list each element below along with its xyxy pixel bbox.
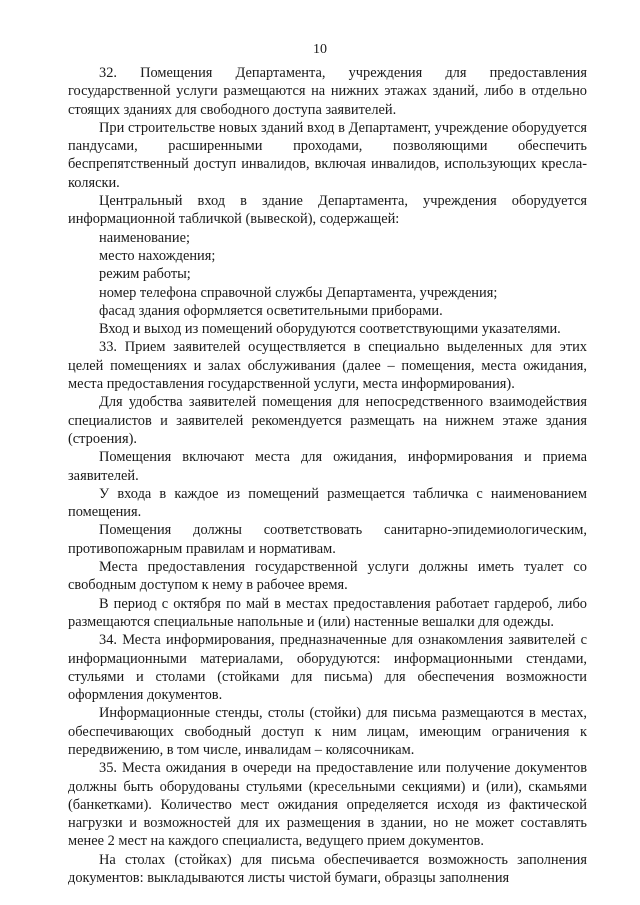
paragraph-room-sign: У входа в каждое из помещений размещается табличка с наименованием помещения. (68, 485, 587, 521)
paragraph-exit-signs: Вход и выход из помещений оборудуются соответствующими указателями. (99, 321, 561, 338)
paragraph-32: 32. Помещения Департамента, учреждения для предоставления государственной услуги размещаются на нижних этажах зданий, либо в отдельно стоящих зданиях для свободного доступа заявителей. (68, 65, 587, 118)
list-item: номер телефона справочной службы Департамента, учреждения; (99, 284, 498, 301)
page-number: 10 (313, 42, 327, 57)
paragraph-stands: Информационные стенды, столы (стойки) для письма размещаются в местах, обеспечивающих свободный доступ к ним лицам, имеющим ограничения к передвижению, в том числе, инвалидам – колясочникам. (68, 705, 587, 758)
list-item: режим работы; (99, 266, 191, 283)
paragraph-cloakroom: В период с октября по май в местах предоставления работает гардероб, либо размещаются специальные напольные и (или) настенные вешалки для одежды. (68, 595, 587, 630)
paragraph-35: 35. Места ожидания в очереди на предоставление или получение документов должны быть оборудованы стульями (кресельными секциями) и (или), скамьями (банкетками). Количество мест ожидания определяется исходя из фактической нагрузки и возможностей для их размещения в здании, но не может составлять менее 2 мест на каждого специалиста, ведущего прием документов. (68, 760, 587, 850)
paragraph-ground-floor: Для удобства заявителей помещения для непосредственного взаимодействия специалистов и заявителей рекомендуется размещать на нижнем этаже здания (строения). (68, 394, 587, 447)
paragraph-34: 34. Места информирования, предназначенные для ознакомления заявителей с информационными материалами, оборудуются: информационными стендами, стульями и столами (стойками для письма) для обеспечения возможности оформления документов. (68, 632, 587, 704)
list-item: наименование; (99, 229, 190, 246)
paragraph-ramps: При строительстве новых зданий вход в Департамент, учреждение оборудуется пандусами, расширенными проходами, позволяющими обеспечить беспрепятственный доступ инвалидов, включая инвалидов, использующих кресла-коляски. (68, 119, 587, 191)
list-item: фасад здания оформляется осветительными приборами. (99, 302, 443, 319)
list-item: место нахождения; (99, 247, 216, 264)
paragraph-33: 33. Прием заявителей осуществляется в специально выделенных для этих целей помещениях и залах обслуживания (далее – помещения, места ожидания, места предоставления государственной услуги, места информирования). (68, 339, 587, 393)
paragraph-writing-desks: На столах (стойках) для письма обеспечивается возможность заполнения документов: выкладываются листы чистой бумаги, образцы заполнения (68, 851, 587, 887)
paragraph-toilet: Места предоставления государственной услуги должны иметь туалет со свободным доступом к нему в рабочее время. (68, 559, 587, 594)
paragraph-rooms-include: Помещения включают места для ожидания, информирования и приема заявителей. (68, 449, 587, 484)
paragraph-entrance-sign: Центральный вход в здание Департамента, учреждения оборудуется информационной табличкой (вывеской), содержащей: (68, 193, 587, 228)
document-body (68, 64, 587, 887)
paragraph-sanitary: Помещения должны соответствовать санитарно-эпидемиологическим, противопожарным правилам и нормативам. (68, 522, 587, 557)
